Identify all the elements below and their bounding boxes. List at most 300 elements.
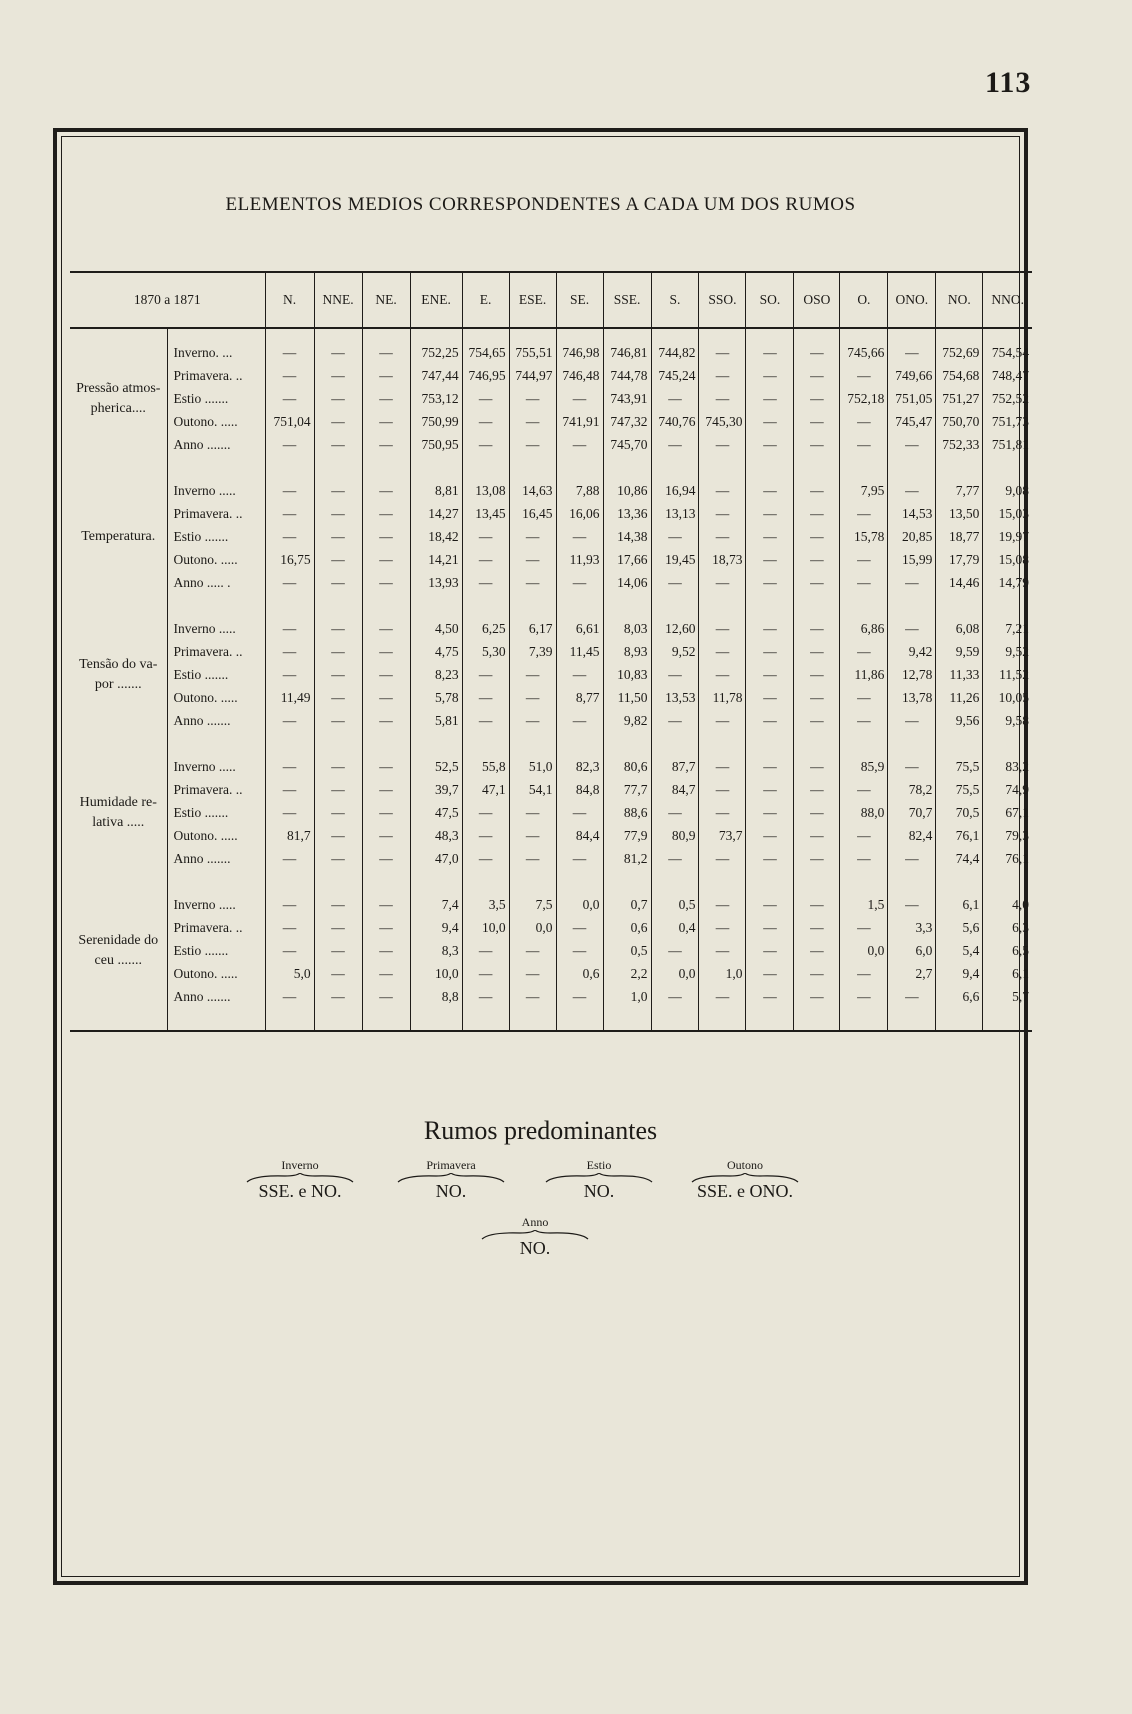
value-cell: —	[840, 962, 888, 985]
spacer-cell	[936, 328, 983, 341]
spacer-cell	[651, 732, 699, 755]
season-label: Anno .......	[167, 985, 265, 1008]
spacer-cell	[746, 594, 794, 617]
spacer-cell	[936, 732, 983, 755]
spacer-cell	[70, 732, 167, 755]
value-cell: 47,1	[462, 778, 509, 801]
value-cell: —	[699, 479, 746, 503]
value-cell: —	[840, 916, 888, 939]
value-cell: —	[840, 433, 888, 456]
season-label: Estio .......	[167, 801, 265, 824]
value-cell: —	[314, 410, 362, 433]
value-cell: —	[888, 433, 936, 456]
value-cell: 19,45	[651, 548, 699, 571]
value-cell: 748,47	[991, 367, 1029, 383]
value-cell: —	[746, 686, 794, 709]
value-cell: 14,46	[936, 571, 983, 594]
spacer-cell	[651, 328, 699, 341]
value-cell: 5,30	[462, 640, 509, 663]
value-cell: —	[794, 893, 840, 917]
season-label: Outono. .....	[167, 548, 265, 571]
value-cell: 747,44	[410, 364, 462, 387]
value-cell: —	[362, 893, 410, 917]
table-row	[70, 617, 1032, 641]
value-cell: 8,23	[410, 663, 462, 686]
value-cell: —	[746, 985, 794, 1008]
value-cell: 745,47	[888, 410, 936, 433]
spacer-cell	[265, 870, 314, 893]
value-cell: —	[265, 387, 314, 410]
value-cell: —	[314, 778, 362, 801]
value-cell: —	[362, 640, 410, 663]
value-cell: —	[699, 387, 746, 410]
value-cell: —	[265, 341, 314, 364]
value-cell: —	[265, 617, 314, 641]
value-cell: —	[265, 916, 314, 939]
spacer-cell	[983, 594, 1032, 617]
spacer-cell	[794, 328, 840, 341]
header-col: NNE.	[314, 272, 362, 328]
spacer-cell	[70, 328, 167, 341]
header-col: ONO.	[888, 272, 936, 328]
value-cell: —	[556, 433, 603, 456]
spacer-row	[70, 594, 1032, 617]
value-cell: 1,0	[699, 962, 746, 985]
value-cell: —	[462, 824, 509, 847]
value-cell: —	[362, 709, 410, 732]
value-cell: —	[746, 824, 794, 847]
spacer-cell	[167, 456, 265, 479]
table-row	[70, 916, 1032, 939]
table-row	[70, 502, 1032, 525]
value-cell: —	[509, 962, 556, 985]
spacer-cell	[462, 1008, 509, 1031]
value-cell: 10,0	[462, 916, 509, 939]
season-label: Outono. .....	[167, 686, 265, 709]
spacer-cell	[888, 456, 936, 479]
value-cell: 10,05	[998, 689, 1029, 705]
value-cell: —	[794, 502, 840, 525]
value-cell: 9,4	[936, 962, 983, 985]
value-cell: —	[556, 801, 603, 824]
value-cell: —	[509, 571, 556, 594]
value-cell: 0,6	[556, 962, 603, 985]
value-cell: —	[794, 548, 840, 571]
value-cell: 752,69	[936, 341, 983, 364]
value-cell: 84,4	[556, 824, 603, 847]
value-cell: —	[362, 916, 410, 939]
season-label: Primavera. ..	[167, 502, 265, 525]
spacer-cell	[888, 870, 936, 893]
value-cell: 7,39	[509, 640, 556, 663]
value-cell: —	[509, 824, 556, 847]
value-cell: —	[651, 847, 699, 870]
value-cell: 749,66	[888, 364, 936, 387]
value-cell: —	[699, 755, 746, 779]
value-cell: 11,45	[556, 640, 603, 663]
value-cell: 745,30	[699, 410, 746, 433]
rumo-outono-label: Outono	[727, 1158, 763, 1172]
value-cell: 67,1	[1005, 804, 1029, 820]
value-cell: —	[746, 502, 794, 525]
value-cell: —	[699, 893, 746, 917]
value-cell: —	[699, 709, 746, 732]
value-cell: 48,3	[410, 824, 462, 847]
value-cell: —	[840, 548, 888, 571]
value-cell: —	[265, 778, 314, 801]
value-cell: 13,53	[651, 686, 699, 709]
value-cell: —	[746, 939, 794, 962]
value-cell: —	[651, 433, 699, 456]
value-cell: 2,2	[603, 962, 651, 985]
value-cell: —	[362, 341, 410, 364]
value-cell: —	[362, 778, 410, 801]
value-cell: —	[794, 433, 840, 456]
value-cell: 16,06	[556, 502, 603, 525]
table-row	[70, 479, 1032, 503]
value-cell: 54,1	[509, 778, 556, 801]
value-cell: 9,08	[1005, 482, 1029, 498]
value-cell: 8,77	[556, 686, 603, 709]
season-label: Anno .......	[167, 709, 265, 732]
rumo-primavera-label: Primavera	[426, 1158, 476, 1172]
table-row	[70, 778, 1032, 801]
value-cell: —	[462, 939, 509, 962]
spacer-cell	[462, 456, 509, 479]
table-row	[70, 939, 1032, 962]
spacer-row	[70, 456, 1032, 479]
value-cell: 752,52	[991, 390, 1029, 406]
value-cell: —	[840, 640, 888, 663]
value-cell: 18,73	[699, 548, 746, 571]
spacer-cell	[410, 732, 462, 755]
table-row	[70, 387, 1032, 410]
value-cell: 17,66	[603, 548, 651, 571]
value-cell: 7,21	[1005, 620, 1029, 636]
value-cell: 753,12	[410, 387, 462, 410]
value-cell: —	[556, 663, 603, 686]
spacer-cell	[556, 1008, 603, 1031]
spacer-cell	[651, 594, 699, 617]
season-label: Estio .......	[167, 663, 265, 686]
spacer-cell	[888, 594, 936, 617]
value-cell: 4,0	[1012, 896, 1029, 912]
value-cell: 16,94	[651, 479, 699, 503]
spacer-cell	[603, 870, 651, 893]
value-cell: —	[314, 985, 362, 1008]
value-cell: 0,6	[603, 916, 651, 939]
value-cell: —	[699, 502, 746, 525]
spacer-cell	[746, 328, 794, 341]
value-cell: —	[651, 801, 699, 824]
value-cell: —	[362, 548, 410, 571]
value-cell: —	[556, 525, 603, 548]
value-cell: —	[265, 939, 314, 962]
value-cell: —	[699, 571, 746, 594]
spacer-cell	[746, 870, 794, 893]
spacer-cell	[746, 456, 794, 479]
value-cell: 76,1	[1005, 850, 1029, 866]
spacer-cell	[556, 594, 603, 617]
table-row	[70, 893, 1032, 917]
season-label: Inverno .....	[167, 755, 265, 779]
spacer-cell	[70, 870, 167, 893]
value-cell: —	[314, 364, 362, 387]
group-label: Humidade re-lativa .....	[70, 755, 167, 871]
spacer-cell	[362, 870, 410, 893]
value-cell: —	[746, 847, 794, 870]
value-cell: —	[314, 939, 362, 962]
table-row	[70, 962, 1032, 985]
value-cell: —	[699, 939, 746, 962]
value-cell: —	[888, 571, 936, 594]
spacer-cell	[746, 732, 794, 755]
header-col: S.	[651, 272, 699, 328]
value-cell: 13,36	[603, 502, 651, 525]
season-label: Inverno .....	[167, 617, 265, 641]
value-cell: —	[362, 387, 410, 410]
value-cell: —	[699, 801, 746, 824]
value-cell: 11,33	[936, 663, 983, 686]
value-cell: 11,50	[603, 686, 651, 709]
value-cell: —	[314, 479, 362, 503]
spacer-cell	[794, 1008, 840, 1031]
value-cell: 14,79	[998, 574, 1029, 590]
spacer-cell	[840, 456, 888, 479]
value-cell: —	[651, 387, 699, 410]
value-cell: 6,08	[936, 617, 983, 641]
rumo-inverno	[230, 1158, 370, 1202]
value-cell: —	[362, 571, 410, 594]
value-cell: 8,3	[410, 939, 462, 962]
value-cell: 4,50	[410, 617, 462, 641]
value-cell: 11,78	[699, 686, 746, 709]
spacer-cell	[746, 1008, 794, 1031]
value-cell: —	[699, 617, 746, 641]
header-row	[70, 272, 1032, 328]
rumos-title: Rumos predominantes	[423, 1116, 658, 1145]
value-cell: —	[314, 709, 362, 732]
spacer-cell	[362, 732, 410, 755]
group-label: Tensão do va-por .......	[70, 617, 167, 733]
value-cell: —	[362, 502, 410, 525]
value-cell: 754,65	[462, 341, 509, 364]
value-cell: —	[265, 571, 314, 594]
value-cell: —	[509, 985, 556, 1008]
value-cell: —	[794, 663, 840, 686]
spacer-cell	[410, 456, 462, 479]
value-cell: —	[699, 985, 746, 1008]
value-cell: —	[794, 916, 840, 939]
value-cell: 11,26	[936, 686, 983, 709]
value-cell: 6,1	[1012, 965, 1029, 981]
value-cell: 6,1	[936, 893, 983, 917]
spacer-cell	[840, 870, 888, 893]
value-cell: —	[462, 663, 509, 686]
value-cell: 9,52	[651, 640, 699, 663]
table-row	[70, 985, 1032, 1008]
value-cell: —	[794, 709, 840, 732]
value-cell: —	[556, 709, 603, 732]
value-cell: 747,32	[603, 410, 651, 433]
season-label: Outono. .....	[167, 962, 265, 985]
value-cell: —	[794, 778, 840, 801]
value-cell: —	[314, 341, 362, 364]
spacer-cell	[167, 1008, 265, 1031]
value-cell: —	[314, 916, 362, 939]
spacer-cell	[983, 1008, 1032, 1031]
spacer-cell	[603, 732, 651, 755]
value-cell: —	[746, 962, 794, 985]
spacer-cell	[794, 456, 840, 479]
value-cell: 78,2	[888, 778, 936, 801]
value-cell: —	[794, 962, 840, 985]
value-cell: —	[746, 433, 794, 456]
value-cell: 3,3	[888, 916, 936, 939]
value-cell: 750,70	[936, 410, 983, 433]
value-cell: —	[794, 617, 840, 641]
table-body	[70, 328, 1032, 1031]
spacer-cell	[362, 1008, 410, 1031]
spacer-row	[70, 732, 1032, 755]
value-cell: 70,5	[936, 801, 983, 824]
value-cell: 11,49	[265, 686, 314, 709]
spacer-cell	[314, 456, 362, 479]
value-cell: —	[314, 525, 362, 548]
value-cell: 746,95	[462, 364, 509, 387]
value-cell: —	[794, 847, 840, 870]
value-cell: 7,4	[410, 893, 462, 917]
table-row	[70, 709, 1032, 732]
value-cell: —	[265, 985, 314, 1008]
value-cell: —	[509, 663, 556, 686]
value-cell: —	[794, 824, 840, 847]
value-cell: —	[840, 502, 888, 525]
spacer-cell	[314, 732, 362, 755]
value-cell: 754,54	[991, 344, 1029, 360]
season-label: Inverno. ...	[167, 341, 265, 364]
rumo-outono-value: SSE. e ONO.	[696, 1181, 793, 1201]
spacer-cell	[888, 732, 936, 755]
value-cell: —	[509, 939, 556, 962]
value-cell: —	[314, 847, 362, 870]
value-cell: 14,21	[410, 548, 462, 571]
value-cell: 20,85	[888, 525, 936, 548]
value-cell: 15,03	[998, 505, 1029, 521]
rumo-inverno-value: SSE. e NO.	[258, 1181, 342, 1201]
season-label: Outono. .....	[167, 410, 265, 433]
value-cell: 47,0	[410, 847, 462, 870]
value-cell: —	[509, 847, 556, 870]
value-cell: —	[265, 525, 314, 548]
header-period: 1870 a 1871	[70, 272, 265, 328]
value-cell: 13,45	[462, 502, 509, 525]
value-cell: 5,78	[410, 686, 462, 709]
table-row	[70, 341, 1032, 364]
value-cell: —	[840, 364, 888, 387]
value-cell: —	[888, 755, 936, 779]
value-cell: —	[314, 433, 362, 456]
table-row	[70, 755, 1032, 779]
value-cell: —	[314, 548, 362, 571]
value-cell: 74,9	[1005, 781, 1029, 797]
value-cell: —	[888, 479, 936, 503]
value-cell: —	[699, 640, 746, 663]
value-cell: 745,24	[651, 364, 699, 387]
spacer-cell	[410, 328, 462, 341]
value-cell: 88,0	[840, 801, 888, 824]
spacer-row	[70, 328, 1032, 341]
value-cell: —	[746, 801, 794, 824]
value-cell: 10,86	[603, 479, 651, 503]
value-cell: —	[509, 433, 556, 456]
value-cell: —	[362, 479, 410, 503]
spacer-cell	[509, 594, 556, 617]
value-cell: 16,45	[509, 502, 556, 525]
value-cell: 11,86	[840, 663, 888, 686]
value-cell: 9,58	[1005, 712, 1029, 728]
spacer-cell	[794, 594, 840, 617]
value-cell: —	[314, 640, 362, 663]
rumo-anno	[465, 1215, 605, 1259]
value-cell: —	[462, 387, 509, 410]
value-cell: 744,82	[651, 341, 699, 364]
value-cell: —	[794, 410, 840, 433]
spacer-cell	[314, 1008, 362, 1031]
rumo-inverno-label: Inverno	[281, 1158, 319, 1172]
value-cell: —	[556, 985, 603, 1008]
value-cell: —	[746, 617, 794, 641]
season-label: Anno ..... .	[167, 571, 265, 594]
header-col: O.	[840, 272, 888, 328]
spacer-cell	[983, 456, 1032, 479]
rumo-anno-value: NO.	[519, 1238, 551, 1258]
value-cell: 13,50	[936, 502, 983, 525]
value-cell: —	[746, 548, 794, 571]
value-cell: —	[888, 617, 936, 641]
value-cell: —	[746, 778, 794, 801]
value-cell: —	[509, 387, 556, 410]
value-cell: 6,17	[509, 617, 556, 641]
spacer-cell	[556, 328, 603, 341]
season-label: Estio .......	[167, 387, 265, 410]
spacer-cell	[556, 870, 603, 893]
value-cell: 13,08	[462, 479, 509, 503]
value-cell: 744,97	[509, 364, 556, 387]
value-cell: —	[362, 847, 410, 870]
value-cell: —	[699, 341, 746, 364]
value-cell: 0,0	[509, 916, 556, 939]
table-row	[70, 364, 1032, 387]
value-cell: —	[314, 755, 362, 779]
value-cell: 752,18	[840, 387, 888, 410]
table-row	[70, 801, 1032, 824]
spacer-cell	[651, 456, 699, 479]
value-cell: —	[840, 410, 888, 433]
table-row	[70, 640, 1032, 663]
value-cell: 14,63	[509, 479, 556, 503]
value-cell: —	[699, 916, 746, 939]
spacer-cell	[603, 456, 651, 479]
table-row	[70, 847, 1032, 870]
value-cell: 743,91	[603, 387, 651, 410]
spacer-cell	[651, 870, 699, 893]
data-table	[70, 271, 1032, 1032]
value-cell: 746,48	[556, 364, 603, 387]
header-col: SSO.	[699, 272, 746, 328]
value-cell: 87,7	[651, 755, 699, 779]
value-cell: 73,7	[699, 824, 746, 847]
